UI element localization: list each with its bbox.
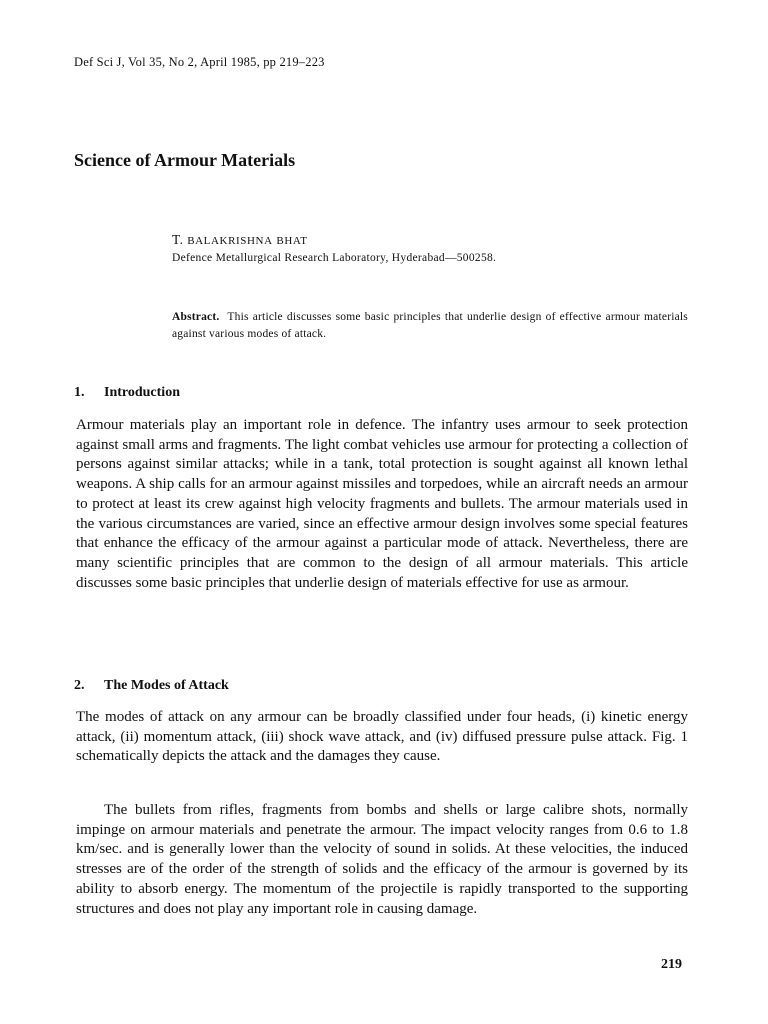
modes-of-attack-paragraph-1: The modes of attack on any armour can be broadly classified under four heads, (i) kinetic energy attack, (ii) momentum attack, (iii) shock wave attack, and (iv) diffused pressure pulse attack. Fig. 1 schematically depicts the attack and the damages they cause. <box>76 709 688 765</box>
introduction-paragraph: Armour materials play an important role in defence. The infantry uses armour to seek protection against small arms and fragments. The light combat vehicles use armour for protecting a collection of persons against similar attacks; while in a tank, total protection is sought against all known lethal weapons. A ship calls for an armour against missiles and torpedoes, while an aircraft needs an armour to protect at least its crew against high velocity fragments and bullets. The armour materials used in the various circumstances are varied, since an effective armour design involves some special features that enhance the efficacy of the armour against a particular mode of attack. Nevertheless, there are many scientific principles that are common to the design of all armour materials. This article discusses some basic principles that underlie design of materials effective for use as armour. <box>76 417 688 591</box>
author-affiliation: Defence Metallurgical Research Laboratory, Hyderabad—500258. <box>172 252 497 264</box>
author-initial: T. <box>172 232 188 247</box>
section-number: 1. <box>74 385 85 400</box>
author-name <box>172 232 308 248</box>
section-title: Introduction <box>104 385 180 400</box>
section-heading-introduction <box>74 385 180 401</box>
author-family-name: BHAT <box>276 235 308 247</box>
page-number: 219 <box>661 957 682 972</box>
section-number: 2. <box>74 678 85 693</box>
article-title: Science of Armour Materials <box>74 150 296 170</box>
section-heading-modes-of-attack <box>74 678 229 694</box>
modes-of-attack-paragraph-2: The bullets from rifles, fragments from bombs and shells or large calibre shots, normally impinge on armour materials and penetrate the armour. The impact velocity ranges from 0.6 to 1.8 km/sec. and is generally lower than the velocity of sound in solids. At these velocities, the induced stresses are of the order of the strength of solids and the efficacy of the armour is governed by its ability to absorb energy. The momentum of the projectile is rapidly transported to the supporting structures and does not play any important role in causing damage. <box>76 802 688 917</box>
abstract-text: This article discusses some basic principles that underlie design of effective armour materials against various modes of attack. <box>172 311 688 340</box>
abstract-label: Abstract. <box>172 311 220 323</box>
abstract <box>172 309 688 343</box>
section-title: The Modes of Attack <box>104 678 229 693</box>
journal-reference: Def Sci J, Vol 35, No 2, April 1985, pp 219–223 <box>74 55 325 69</box>
author-given-name: BALAKRISHNA <box>187 235 273 247</box>
